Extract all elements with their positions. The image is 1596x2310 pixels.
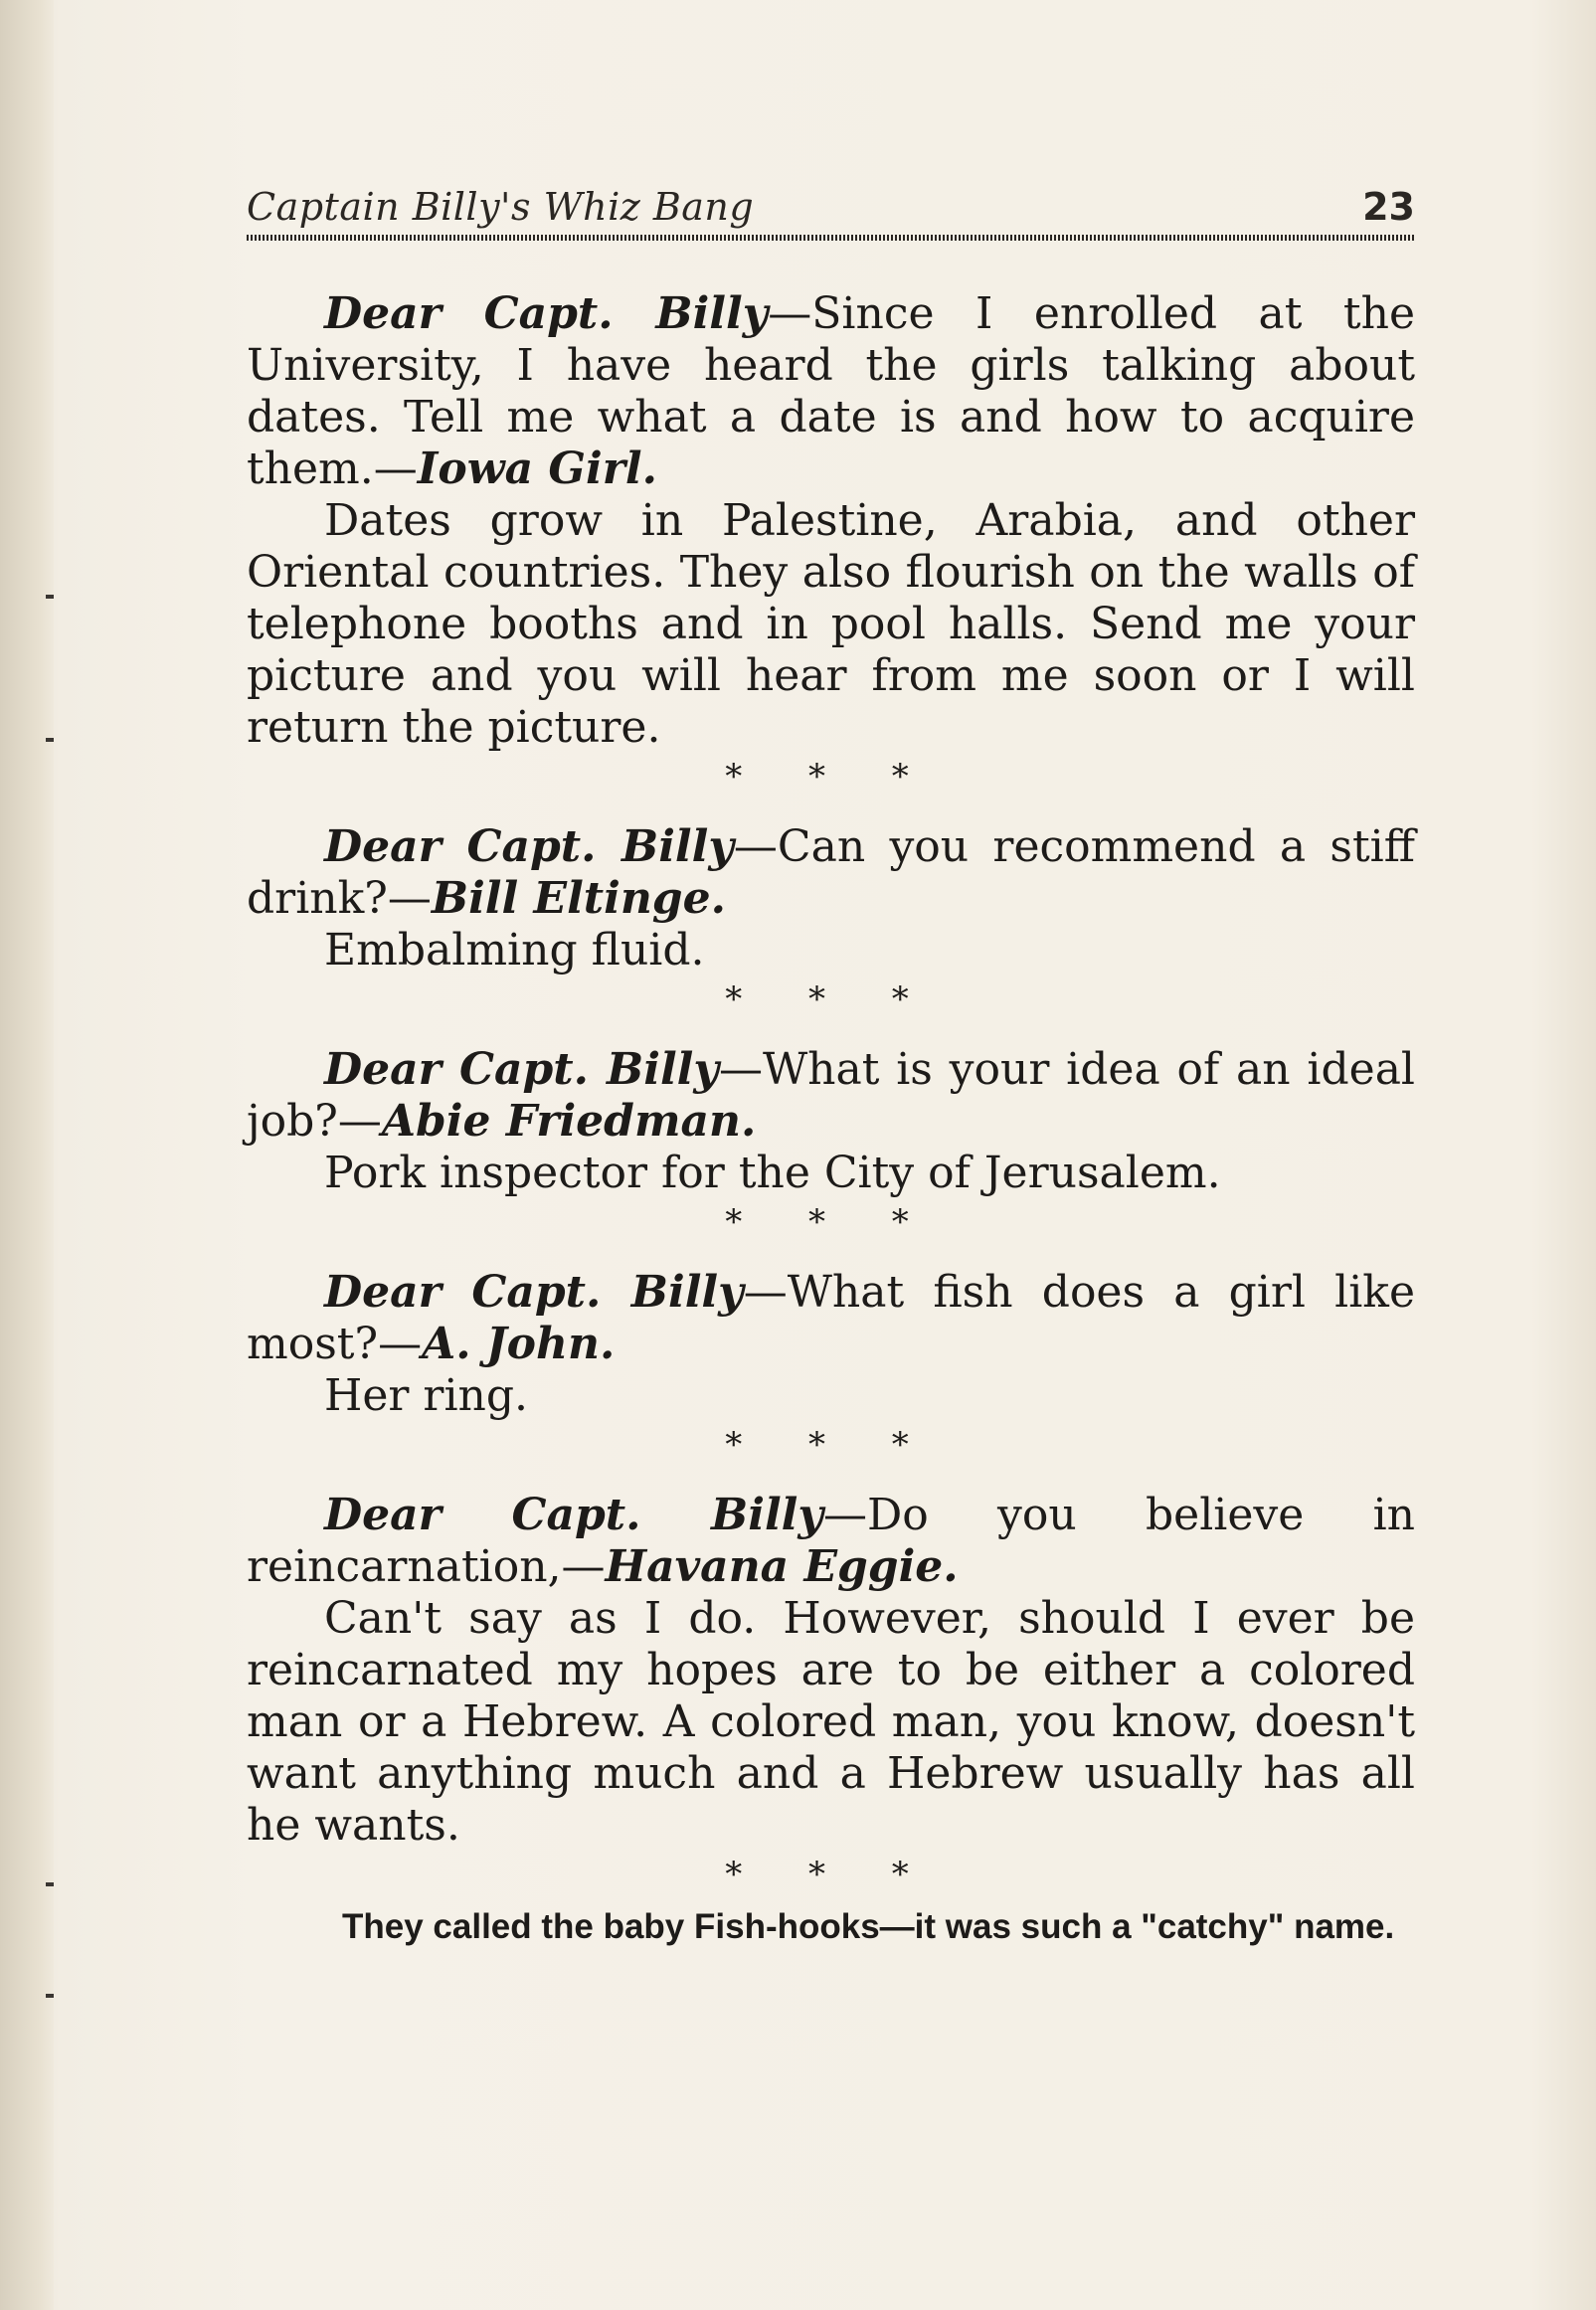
qa-entry bbox=[247, 288, 1415, 798]
answer-paragraph: Dates grow in Palestine, Arabia, and other Oriental countries. They also flourish on the walls of telephone booths and in pool halls. Send me your picture and you will hear from me soon or I will return the picture. bbox=[247, 495, 1415, 753]
page-number: 23 bbox=[1362, 185, 1415, 229]
separator-stars: * * * bbox=[725, 979, 937, 1019]
qa-entry bbox=[247, 1490, 1415, 1895]
question-paragraph bbox=[247, 821, 1415, 925]
page-spine bbox=[0, 0, 54, 2310]
qa-entry bbox=[247, 1267, 1415, 1466]
question-signature: A. John. bbox=[422, 1319, 616, 1369]
question-signature: Havana Eggie. bbox=[605, 1541, 959, 1592]
question-paragraph bbox=[247, 288, 1415, 495]
page-header bbox=[247, 183, 1415, 239]
qa-entry bbox=[247, 1044, 1415, 1243]
qa-entry bbox=[247, 821, 1415, 1020]
question-paragraph bbox=[247, 1490, 1415, 1593]
separator-stars: * * * bbox=[725, 1202, 937, 1242]
answer-paragraph: Can't say as I do. However, should I ever be reincarnated my hopes are to be either a colored man or a Hebrew. A colored man, you know, doesn't want anything much and a Hebrew usually has all he wants. bbox=[247, 1593, 1415, 1851]
question-text: —Since I enrolled at the University, I have heard the girls talking about dates. Tell me what a date is and how to acquire them.— bbox=[247, 288, 1415, 494]
question-signature: Iowa Girl. bbox=[417, 444, 657, 494]
question-text: —What fish does a girl like most?— bbox=[247, 1267, 1415, 1369]
question-signature: Abie Friedman. bbox=[381, 1096, 757, 1147]
question-prefix: Dear Capt. Billy bbox=[324, 1044, 719, 1095]
separator-stars: * * * bbox=[725, 757, 937, 797]
answer-paragraph: Her ring. bbox=[324, 1370, 529, 1421]
separator-stars: * * * bbox=[725, 1855, 937, 1894]
question-text: —What is your idea of an ideal job?— bbox=[247, 1044, 1415, 1147]
question-signature: Bill Eltinge. bbox=[431, 873, 726, 924]
running-title: Captain Billy's Whiz Bang bbox=[247, 185, 755, 229]
question-paragraph bbox=[247, 1044, 1415, 1148]
separator-stars: * * * bbox=[725, 1425, 937, 1465]
question-prefix: Dear Capt. Billy bbox=[324, 288, 769, 339]
question-prefix: Dear Capt. Billy bbox=[324, 821, 734, 872]
question-text: —Do you believe in reincarnation,— bbox=[247, 1490, 1415, 1592]
spine-mark bbox=[46, 595, 54, 599]
question-prefix: Dear Capt. Billy bbox=[324, 1267, 744, 1318]
spine-mark bbox=[46, 1994, 54, 1998]
article-content bbox=[247, 288, 1415, 1984]
spine-mark bbox=[46, 738, 54, 742]
question-prefix: Dear Capt. Billy bbox=[324, 1490, 823, 1540]
question-paragraph bbox=[247, 1267, 1415, 1370]
footer-joke: They called the baby Fish-hooks—it was such a "catchy" name. bbox=[342, 1907, 1395, 1946]
question-text: —Can you recommend a stiff drink?— bbox=[247, 821, 1415, 924]
header-rule bbox=[247, 235, 1415, 241]
answer-paragraph: Embalming fluid. bbox=[324, 925, 705, 976]
answer-paragraph: Pork inspector for the City of Jerusalem. bbox=[324, 1148, 1221, 1198]
spine-mark bbox=[46, 1882, 54, 1886]
